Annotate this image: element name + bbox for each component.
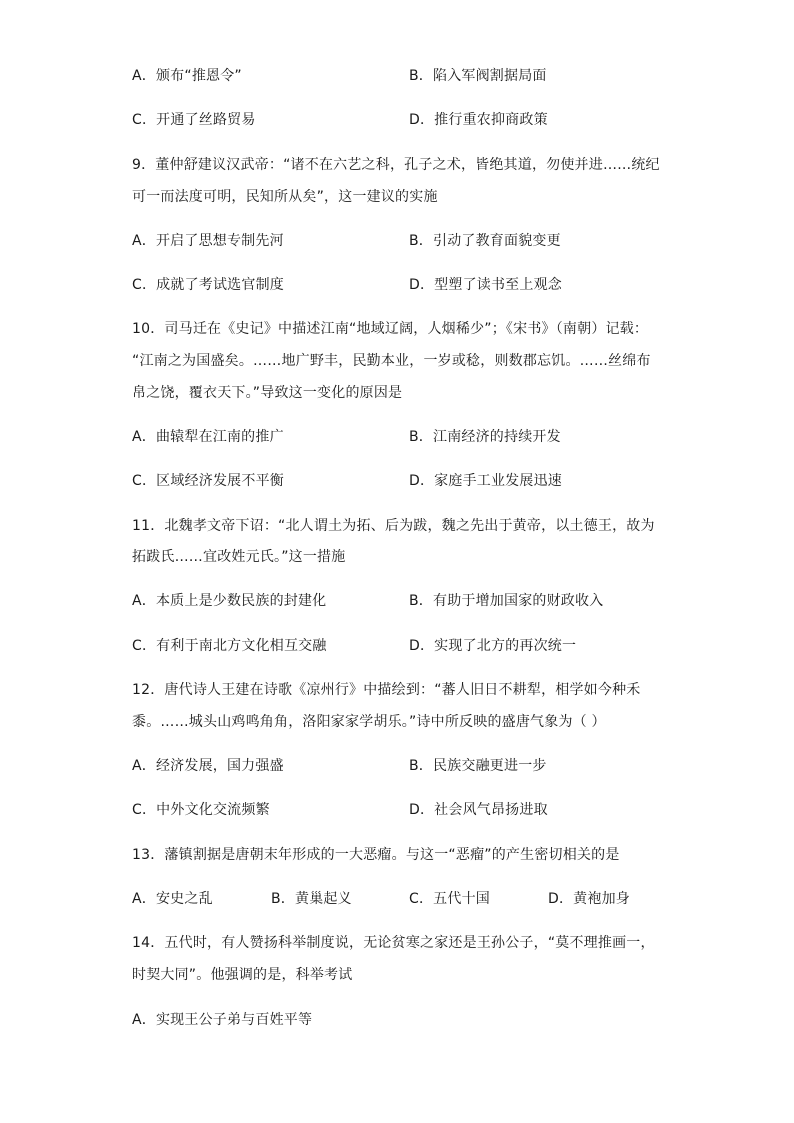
q11-option-d: D．实现了北方的再次统一 bbox=[409, 638, 577, 654]
q13-stem-line-1: 13．藩镇割据是唐朝末年形成的一大恶瘤。与这一“恶瘤”的产生密切相关的是 bbox=[132, 847, 620, 863]
q12-stem-line-2: 黍。……城头山鸡鸣角角，洛阳家家学胡乐。”诗中所反映的盛唐气象为（ ） bbox=[132, 714, 606, 730]
q10-option-a: A．曲辕犁在江南的推广 bbox=[132, 429, 284, 445]
q9-option-d: D．型塑了读书至上观念 bbox=[409, 277, 562, 293]
q8-option-b: B．陷入军阀割据局面 bbox=[409, 68, 547, 84]
q9-option-a: A．开启了思想专制先河 bbox=[132, 233, 284, 249]
q10-option-b: B．江南经济的持续开发 bbox=[409, 429, 561, 445]
q12-option-a: A．经济发展，国力强盛 bbox=[132, 758, 284, 774]
q11-stem-line-2: 拓跋氏……宜改姓元氏。”这一措施 bbox=[132, 549, 346, 565]
q14-option-a: A．实现王公子弟与百姓平等 bbox=[132, 1012, 313, 1028]
q10-stem-line-2: “江南之为国盛矣。……地广野丰，民勤本业，一岁或稔，则数郡忘饥。……丝绵布 bbox=[132, 353, 651, 369]
q10-option-c: C．区域经济发展不平衡 bbox=[132, 473, 284, 489]
q10-stem-line-3: 帛之饶，覆衣天下。”导致这一变化的原因是 bbox=[132, 385, 403, 401]
q9-stem-line-2: 可一而法度可明，民知所从矣”，这一建议的实施 bbox=[132, 189, 438, 205]
q8-option-a: A．颁布“推恩令” bbox=[132, 68, 242, 84]
q11-option-a: A．本质上是少数民族的封建化 bbox=[132, 593, 327, 609]
q9-stem-line-1: 9．董仲舒建议汉武帝：“诸不在六艺之科，孔子之术，皆绝其道，勿使并进……统纪 bbox=[132, 157, 660, 173]
q8-option-c: C．开通了丝路贸易 bbox=[132, 112, 256, 128]
q13-option-c: C．五代十国 bbox=[409, 891, 490, 907]
q12-stem-line-1: 12．唐代诗人王建在诗歌《凉州行》中描绘到：“蕃人旧日不耕犁，相学如今种禾 bbox=[132, 682, 641, 698]
q13-option-d: D．黄袍加身 bbox=[548, 891, 630, 907]
q11-option-b: B．有助于增加国家的财政收入 bbox=[409, 593, 604, 609]
q14-stem-line-1: 14．五代时，有人赞扬科举制度说，无论贫寒之家还是王孙公子，“莫不理推画一， bbox=[132, 935, 655, 951]
q13-option-a: A．安史之乱 bbox=[132, 891, 213, 907]
q11-stem-line-1: 11．北魏孝文帝下诏：“北人谓土为拓、后为跋，魏之先出于黄帝，以土德王，故为 bbox=[132, 518, 655, 534]
q9-option-c: C．成就了考试选官制度 bbox=[132, 277, 284, 293]
q10-option-d: D．家庭手工业发展迅速 bbox=[409, 473, 562, 489]
q14-stem-line-2: 时契大同”。他强调的是，科举考试 bbox=[132, 967, 353, 983]
q9-option-b: B．引动了教育面貌变更 bbox=[409, 233, 561, 249]
q8-option-d: D．推行重农抑商政策 bbox=[409, 112, 548, 128]
q11-option-c: C．有利于南北方文化相互交融 bbox=[132, 638, 327, 654]
q12-option-d: D．社会风气昂扬进取 bbox=[409, 802, 548, 818]
q10-stem-line-1: 10．司马迁在《史记》中描述江南“地域辽阔，人烟稀少”；《宋书》（南朝）记载： bbox=[132, 321, 649, 337]
q13-option-b: B．黄巢起义 bbox=[271, 891, 352, 907]
q12-option-b: B．民族交融更进一步 bbox=[409, 758, 547, 774]
q12-option-c: C．中外文化交流频繁 bbox=[132, 802, 270, 818]
